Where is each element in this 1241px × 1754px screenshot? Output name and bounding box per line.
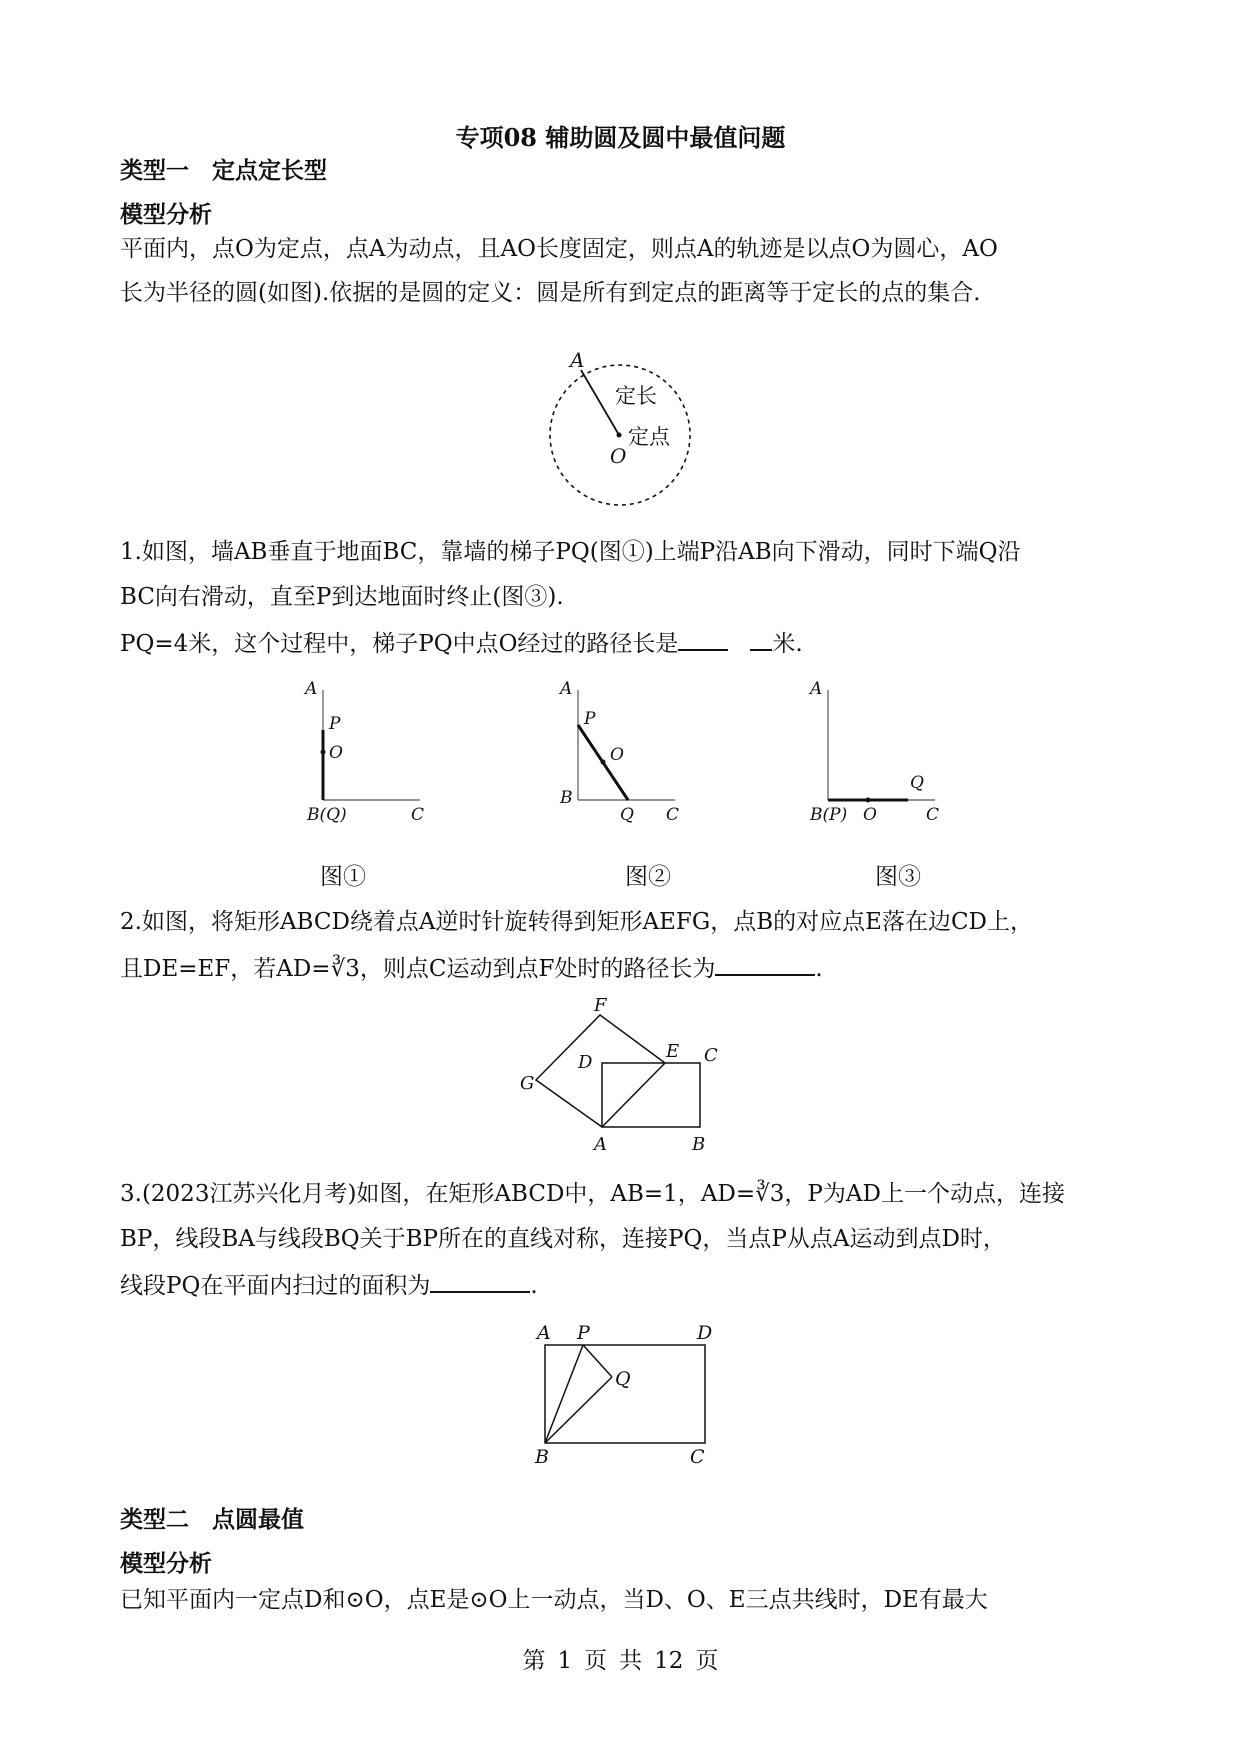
- label-A: A: [570, 348, 585, 372]
- f2-label-Q: Q: [620, 805, 634, 825]
- q1-figure-1: [295, 670, 445, 830]
- f3-label-C: C: [926, 805, 940, 825]
- center-dot: [617, 433, 622, 438]
- q3-label-B: B: [535, 1446, 549, 1465]
- q3-label-Q: Q: [615, 1368, 631, 1390]
- q3-label-A: A: [537, 1322, 551, 1344]
- label-fixed-length: 定长: [615, 384, 657, 408]
- q3-text-3: [120, 1269, 1130, 1301]
- section1-model-text-2: 长为半径的圆(如图).依据的是圆的定义：圆是所有到定点的距离等于定长的点的集合.: [120, 280, 981, 306]
- f3-label-Q: Q: [910, 773, 924, 793]
- f3-label-B: B(P): [810, 805, 848, 825]
- q2-text-2a: 且DE=EF，若AD=∛3，则点C运动到点F处时的路径长为: [120, 956, 716, 982]
- q1-text-3a: PQ=4米，这个过程中，梯子PQ中点O经过的路径长是: [120, 631, 679, 657]
- f2-label-B: B: [560, 788, 573, 808]
- f1-label-B: B(Q): [307, 805, 347, 825]
- q2-label-C: C: [704, 1045, 718, 1066]
- q2-label-B: B: [692, 1134, 706, 1155]
- q1-caption-2: 图②: [625, 864, 671, 890]
- q2-label-G: G: [520, 1073, 535, 1094]
- section1-model-heading: 模型分析: [120, 201, 212, 228]
- footer-mid1: 页: [584, 1648, 608, 1674]
- q2-answer-blank: [715, 952, 815, 976]
- footer-suffix: 页: [695, 1648, 719, 1674]
- f2-label-O: O: [610, 745, 624, 765]
- q1-answer-blank-b: [750, 627, 772, 651]
- q3-label-D: D: [697, 1322, 713, 1344]
- q2-text-2: [120, 952, 1130, 984]
- f1-label-P: P: [329, 714, 341, 734]
- section2-heading: 类型二 点圆最值: [120, 1506, 304, 1533]
- section1-model-text-1: 平面内，点O为定点，点A为动点，且AO长度固定，则点A的轨迹是以点O为圆心，AO: [120, 236, 998, 262]
- label-fixed-point: 定点: [628, 425, 670, 449]
- page-title: 专项08 辅助圆及圆中最值问题: [455, 123, 786, 152]
- f3-label-A: A: [810, 679, 823, 699]
- f1-label-A: A: [305, 679, 318, 699]
- q2-text-1: 2.如图，将矩形ABCD绕着点A逆时针旋转得到矩形AEFG，点B的对应点E落在边CD上，: [120, 909, 1033, 935]
- f1-label-C: C: [411, 805, 425, 825]
- footer-page-number: 1: [557, 1648, 573, 1674]
- q1-text-3: [120, 627, 1130, 659]
- f1-label-O: O: [329, 743, 343, 763]
- f2-label-P: P: [584, 709, 596, 729]
- f3-label-O: O: [863, 805, 877, 825]
- section1-heading: 类型一 定点定长型: [120, 157, 327, 184]
- footer-mid2: 共: [619, 1648, 643, 1674]
- q3-label-P: P: [577, 1322, 590, 1344]
- f2-label-A: A: [560, 679, 573, 699]
- q3-figure: [525, 1315, 735, 1465]
- section2-text-1: 已知平面内一定点D和⊙O，点E是⊙O上一动点，当D、O、E三点共线时，DE有最大: [120, 1587, 988, 1613]
- label-O: O: [610, 444, 627, 468]
- f2-label-C: C: [666, 805, 680, 825]
- q1-answer-blank-a: [678, 627, 728, 651]
- q3-text-3a: 线段PQ在平面内扫过的面积为: [120, 1273, 431, 1299]
- q2-label-F: F: [594, 995, 607, 1016]
- q2-figure: [520, 995, 735, 1170]
- q1-figure-3: [800, 670, 960, 830]
- circle-figure: [530, 345, 710, 515]
- q1-text-1: 1.如图，墙AB垂直于地面BC，靠墙的梯子PQ(图①)上端P沿AB向下滑动，同时下端Q沿: [120, 539, 1021, 565]
- q1-text-3b: 米.: [772, 631, 803, 657]
- q2-label-E: E: [666, 1041, 680, 1062]
- q1-caption-3: 图③: [875, 864, 921, 890]
- footer-total-pages: 12: [654, 1648, 684, 1674]
- page-footer: [0, 1642, 1241, 1675]
- q3-text-2: BP，线段BA与线段BQ关于BP所在的直线对称，连接PQ，当点P从点A运动到点D时，: [120, 1226, 1006, 1252]
- q3-text-3b: .: [530, 1273, 538, 1299]
- q3-label-C: C: [690, 1446, 705, 1465]
- q3-answer-blank: [430, 1269, 530, 1293]
- radius-segment: [581, 370, 619, 435]
- footer-prefix: 第: [522, 1648, 546, 1674]
- q1-figure-2: [550, 670, 700, 830]
- q1-text-2: BC向右滑动，直至P到达地面时终止(图③).: [120, 584, 564, 610]
- q2-label-A: A: [594, 1134, 607, 1155]
- q2-text-2b: .: [815, 956, 823, 982]
- section2-model-heading: 模型分析: [120, 1550, 212, 1577]
- q1-caption-1: 图①: [320, 864, 366, 890]
- q2-label-D: D: [578, 1052, 593, 1073]
- q3-text-1: 3.(2023江苏兴化月考)如图，在矩形ABCD中，AB=1，AD=∛3，P为AD上一个动点，连接: [120, 1181, 1065, 1207]
